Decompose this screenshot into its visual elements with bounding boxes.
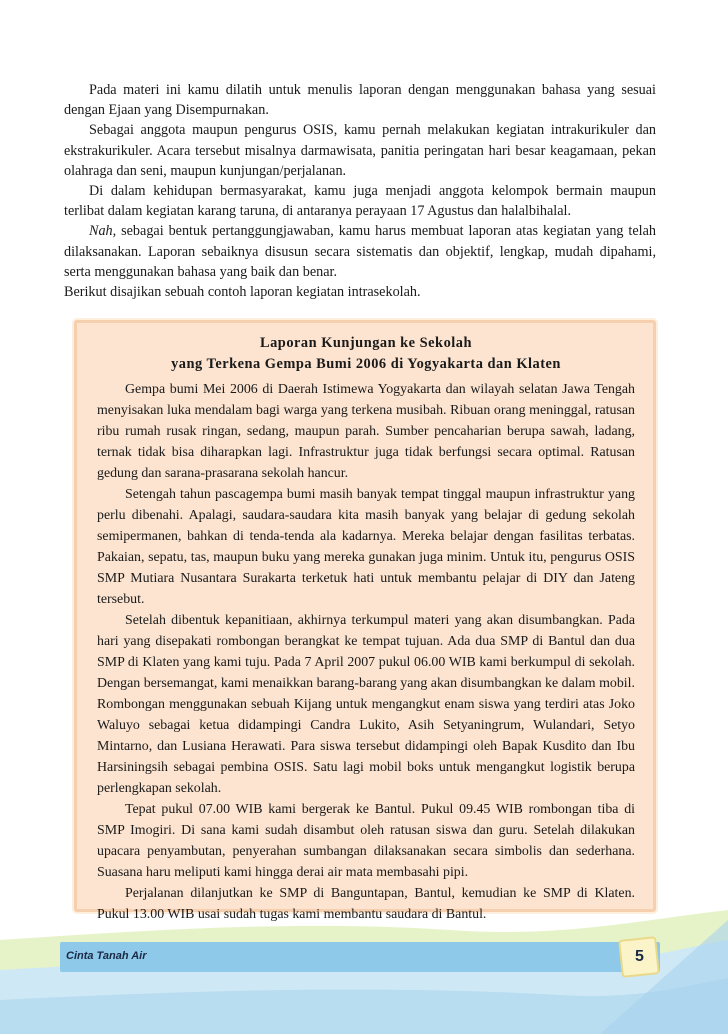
page-number: 5 xyxy=(634,948,644,965)
report-content xyxy=(97,333,635,925)
report-paragraph-1: Gempa bumi Mei 2006 di Daerah Istimewa Yogyakarta dan wilayah selatan Jawa Tengah menyisakan luka mendalam bagi warga yang terkena musibah. Ribuan orang meninggal, ratusan ribu rumah rusak ringan, sedang, maupun parah. Sumber pencaharian berupa sawah, ladang, ternak tidak bisa diharapkan lagi. Infrastruktur juga tidak berfungsi secara optimal. Ratusan gedung dan sarana-prasarana sekolah hancur. xyxy=(97,382,635,481)
page-number-badge xyxy=(618,936,660,978)
report-paragraph-2: Setengah tahun pascagempa bumi masih banyak tempat tinggal maupun infrastruktur yang perlu dibenahi. Apalagi, saudara-saudara kita masih banyak yang belajar di gedung sekolah semipermanen, bahkan di tenda-tenda ala kadarnya. Mereka belajar dengan fasilitas terbatas. Pakaian, sepatu, tas, maupun buku yang mereka gunakan juga minim. Untuk itu, pengurus OSIS SMP Mutiara Nusantara Surakarta terketuk hati untuk membantu pelajar di DIY dan Jateng tersebut. xyxy=(97,487,635,607)
report-title-line-1: Laporan Kunjungan ke Sekolah xyxy=(260,335,472,351)
report-title xyxy=(97,333,635,375)
intro-paragraph-4-lead: Nah, xyxy=(89,223,117,240)
footer-bar xyxy=(60,942,660,972)
report-box xyxy=(74,320,656,922)
intro-paragraph-3: Di dalam kehidupan bermasyarakat, kamu juga menjadi anggota kelompok bermain maupun terlibat dalam kegiatan karang taruna, di antaranya perayaan 17 Agustus dan halalbihalal. xyxy=(64,183,656,220)
intro-paragraph-4 xyxy=(64,221,656,282)
intro-paragraph-4-rest: sebagai bentuk pertanggungjawaban, kamu harus membuat laporan atas kegiatan yang telah dilaksanakan. Laporan sebaiknya disusun secara sistematis dan objektif, lengkap, mudah dipahami, serta menggunakan bahasa yang baik dan benar. xyxy=(64,223,656,280)
intro-text xyxy=(64,80,656,302)
footer-book-title: Cinta Tanah Air xyxy=(66,950,147,962)
intro-paragraph-2: Sebagai anggota maupun pengurus OSIS, kamu pernah melakukan kegiatan intrakurikuler dan ekstrakurikuler. Acara tersebut misalnya darmawisata, panitia peringatan hari besar keagamaan, pekan olahraga dan seni, maupun kunjungan/perjalanan. xyxy=(64,122,656,179)
report-paragraph-5: Perjalanan dilanjutkan ke SMP di Banguntapan, Bantul, kemudian ke SMP di Klaten. Pukul 13.00 WIB usai sudah tugas kami membantu saudara di Bantul. xyxy=(97,886,635,922)
intro-paragraph-1: Pada materi ini kamu dilatih untuk menulis laporan dengan menggunakan bahasa yang sesuai dengan Ejaan yang Disempurnakan. xyxy=(64,82,656,119)
intro-paragraph-5: Berikut disajikan sebuah contoh laporan kegiatan intrasekolah. xyxy=(64,284,421,301)
report-title-line-2: yang Terkena Gempa Bumi 2006 di Yogyakarta dan Klaten xyxy=(171,356,561,372)
report-paragraph-4: Tepat pukul 07.00 WIB kami bergerak ke Bantul. Pukul 09.45 WIB rombongan tiba di SMP Imogiri. Di sana kami sudah disambut oleh ratusan siswa dan guru. Setelah dilakukan upacara penyambutan, penyerahan sumbangan dilaksanakan secara simbolis dan sederhana. Suasana haru meliputi kami hingga derai air mata membasahi pipi. xyxy=(97,802,635,880)
report-paragraph-3: Setelah dibentuk kepanitiaan, akhirnya terkumpul materi yang akan disumbangkan. Pada hari yang disepakati rombongan berangkat ke tempat tujuan. Ada dua SMP di Bantul dan dua SMP di Klaten yang kami tuju. Pada 7 April 2007 pukul 06.00 WIB kami berkumpul di sekolah. Dengan bersemangat, kami menaikkan barang-barang yang akan disumbangkan ke dalam mobil. Rombongan menggunakan sebuah Kijang untuk mengangkut enam siswa yang terdiri atas Joko Waluyo sebagai ketua didampingi Candra Lukito, Asih Setyaningrum, Wulandari, Setyo Mintarno, dan Lusiana Herawati. Para siswa tersebut didampingi oleh Bapak Kusdito dan Ibu Harsiningsih sebagai pembina OSIS. Satu lagi mobil boks untuk mengangkut logistik berupa perlengkapan sekolah. xyxy=(97,613,635,796)
